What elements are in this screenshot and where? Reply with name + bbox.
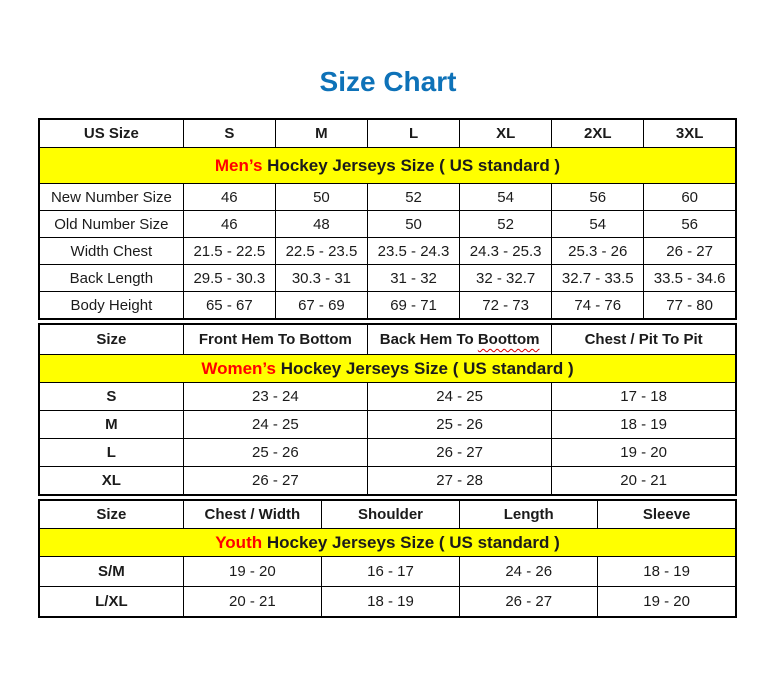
page-title: Size Chart <box>319 66 457 97</box>
value-cell: 77 - 80 <box>644 292 736 320</box>
value-cell: 19 - 20 <box>598 587 736 618</box>
womens-section-highlight: Women’s <box>201 358 276 378</box>
mens-column-header-2: M <box>275 119 367 148</box>
value-cell: 17 - 18 <box>552 383 736 411</box>
value-cell: 25 - 26 <box>183 439 367 467</box>
value-cell: 67 - 69 <box>275 292 367 320</box>
womens-size-table <box>38 323 737 496</box>
value-cell: 48 <box>275 211 367 238</box>
value-cell: 56 <box>644 211 736 238</box>
row-label: S/M <box>39 557 183 587</box>
row-label: L <box>39 439 183 467</box>
row-label: S <box>39 383 183 411</box>
mens-row <box>39 292 736 320</box>
mens-row <box>39 265 736 292</box>
value-cell: 23 - 24 <box>183 383 367 411</box>
womens-column-header-3: Chest / Pit To Pit <box>552 324 736 355</box>
row-label: New Number Size <box>39 184 183 211</box>
value-cell: 18 - 19 <box>598 557 736 587</box>
value-cell: 19 - 20 <box>183 557 321 587</box>
youth-section-title-rest: Hockey Jerseys Size ( US standard ) <box>266 532 560 552</box>
row-label: Body Height <box>39 292 183 320</box>
mens-column-header-0: US Size <box>39 119 183 148</box>
womens-row <box>39 467 736 496</box>
value-cell: 72 - 73 <box>460 292 552 320</box>
value-cell: 50 <box>367 211 459 238</box>
youth-section-highlight: Youth <box>215 532 263 552</box>
value-cell: 27 - 28 <box>368 467 552 496</box>
size-tables <box>38 118 737 618</box>
value-cell: 50 <box>275 184 367 211</box>
value-cell: 26 - 27 <box>183 467 367 496</box>
value-cell: 20 - 21 <box>183 587 321 618</box>
row-label: Back Length <box>39 265 183 292</box>
value-cell: 52 <box>367 184 459 211</box>
value-cell: 32.7 - 33.5 <box>552 265 644 292</box>
value-cell: 26 - 27 <box>368 439 552 467</box>
value-cell: 32 - 32.7 <box>460 265 552 292</box>
mens-column-header-4: XL <box>460 119 552 148</box>
value-cell: 25 - 26 <box>368 411 552 439</box>
mens-row <box>39 211 736 238</box>
value-cell: 24 - 26 <box>460 557 598 587</box>
row-label: XL <box>39 467 183 496</box>
value-cell: 22.5 - 23.5 <box>275 238 367 265</box>
womens-header-row <box>39 324 736 355</box>
value-cell: 23.5 - 24.3 <box>367 238 459 265</box>
mens-row <box>39 184 736 211</box>
mens-section-highlight: Men’s <box>214 155 263 175</box>
youth-column-header-1: Chest / Width <box>183 500 321 529</box>
youth-row <box>39 557 736 587</box>
youth-column-header-4: Sleeve <box>598 500 736 529</box>
mens-column-header-5: 2XL <box>552 119 644 148</box>
youth-column-header-3: Length <box>460 500 598 529</box>
mens-column-header-3: L <box>367 119 459 148</box>
value-cell: 65 - 67 <box>183 292 275 320</box>
value-cell: 31 - 32 <box>367 265 459 292</box>
mens-column-header-6: 3XL <box>644 119 736 148</box>
youth-column-header-0: Size <box>39 500 183 529</box>
row-label: M <box>39 411 183 439</box>
womens-row <box>39 439 736 467</box>
row-label: Old Number Size <box>39 211 183 238</box>
mens-size-table <box>38 118 737 320</box>
mens-section-header <box>39 148 736 184</box>
value-cell: 18 - 19 <box>321 587 459 618</box>
value-cell: 29.5 - 30.3 <box>183 265 275 292</box>
value-cell: 74 - 76 <box>552 292 644 320</box>
womens-row <box>39 411 736 439</box>
value-cell: 24.3 - 25.3 <box>460 238 552 265</box>
value-cell: 46 <box>183 211 275 238</box>
womens-column-header-0: Size <box>39 324 183 355</box>
value-cell: 54 <box>460 184 552 211</box>
youth-row <box>39 587 736 618</box>
value-cell: 21.5 - 22.5 <box>183 238 275 265</box>
mens-section-title-rest: Hockey Jerseys Size ( US standard ) <box>267 155 561 175</box>
value-cell: 69 - 71 <box>367 292 459 320</box>
value-cell: 33.5 - 34.6 <box>644 265 736 292</box>
womens-section-header <box>39 355 736 383</box>
youth-size-table <box>38 499 737 618</box>
value-cell: 25.3 - 26 <box>552 238 644 265</box>
mens-header-row <box>39 119 736 148</box>
youth-column-header-2: Shoulder <box>321 500 459 529</box>
value-cell: 16 - 17 <box>321 557 459 587</box>
value-cell: 26 - 27 <box>644 238 736 265</box>
womens-row <box>39 383 736 411</box>
womens-column-header-2: Back Hem To Boottom <box>368 324 552 355</box>
value-cell: 24 - 25 <box>183 411 367 439</box>
mens-column-header-1: S <box>183 119 275 148</box>
value-cell: 19 - 20 <box>552 439 736 467</box>
value-cell: 18 - 19 <box>552 411 736 439</box>
row-label: Width Chest <box>39 238 183 265</box>
row-label: L/XL <box>39 587 183 618</box>
value-cell: 24 - 25 <box>368 383 552 411</box>
value-cell: 60 <box>644 184 736 211</box>
youth-section-header <box>39 529 736 557</box>
value-cell: 26 - 27 <box>460 587 598 618</box>
mens-row <box>39 238 736 265</box>
womens-section-title-rest: Hockey Jerseys Size ( US standard ) <box>280 358 574 378</box>
misspelled-word: Boottom <box>477 331 540 348</box>
value-cell: 30.3 - 31 <box>275 265 367 292</box>
womens-column-header-1: Front Hem To Bottom <box>183 324 367 355</box>
youth-header-row <box>39 500 736 529</box>
value-cell: 54 <box>552 211 644 238</box>
value-cell: 56 <box>552 184 644 211</box>
value-cell: 46 <box>183 184 275 211</box>
value-cell: 52 <box>460 211 552 238</box>
value-cell: 20 - 21 <box>552 467 736 496</box>
